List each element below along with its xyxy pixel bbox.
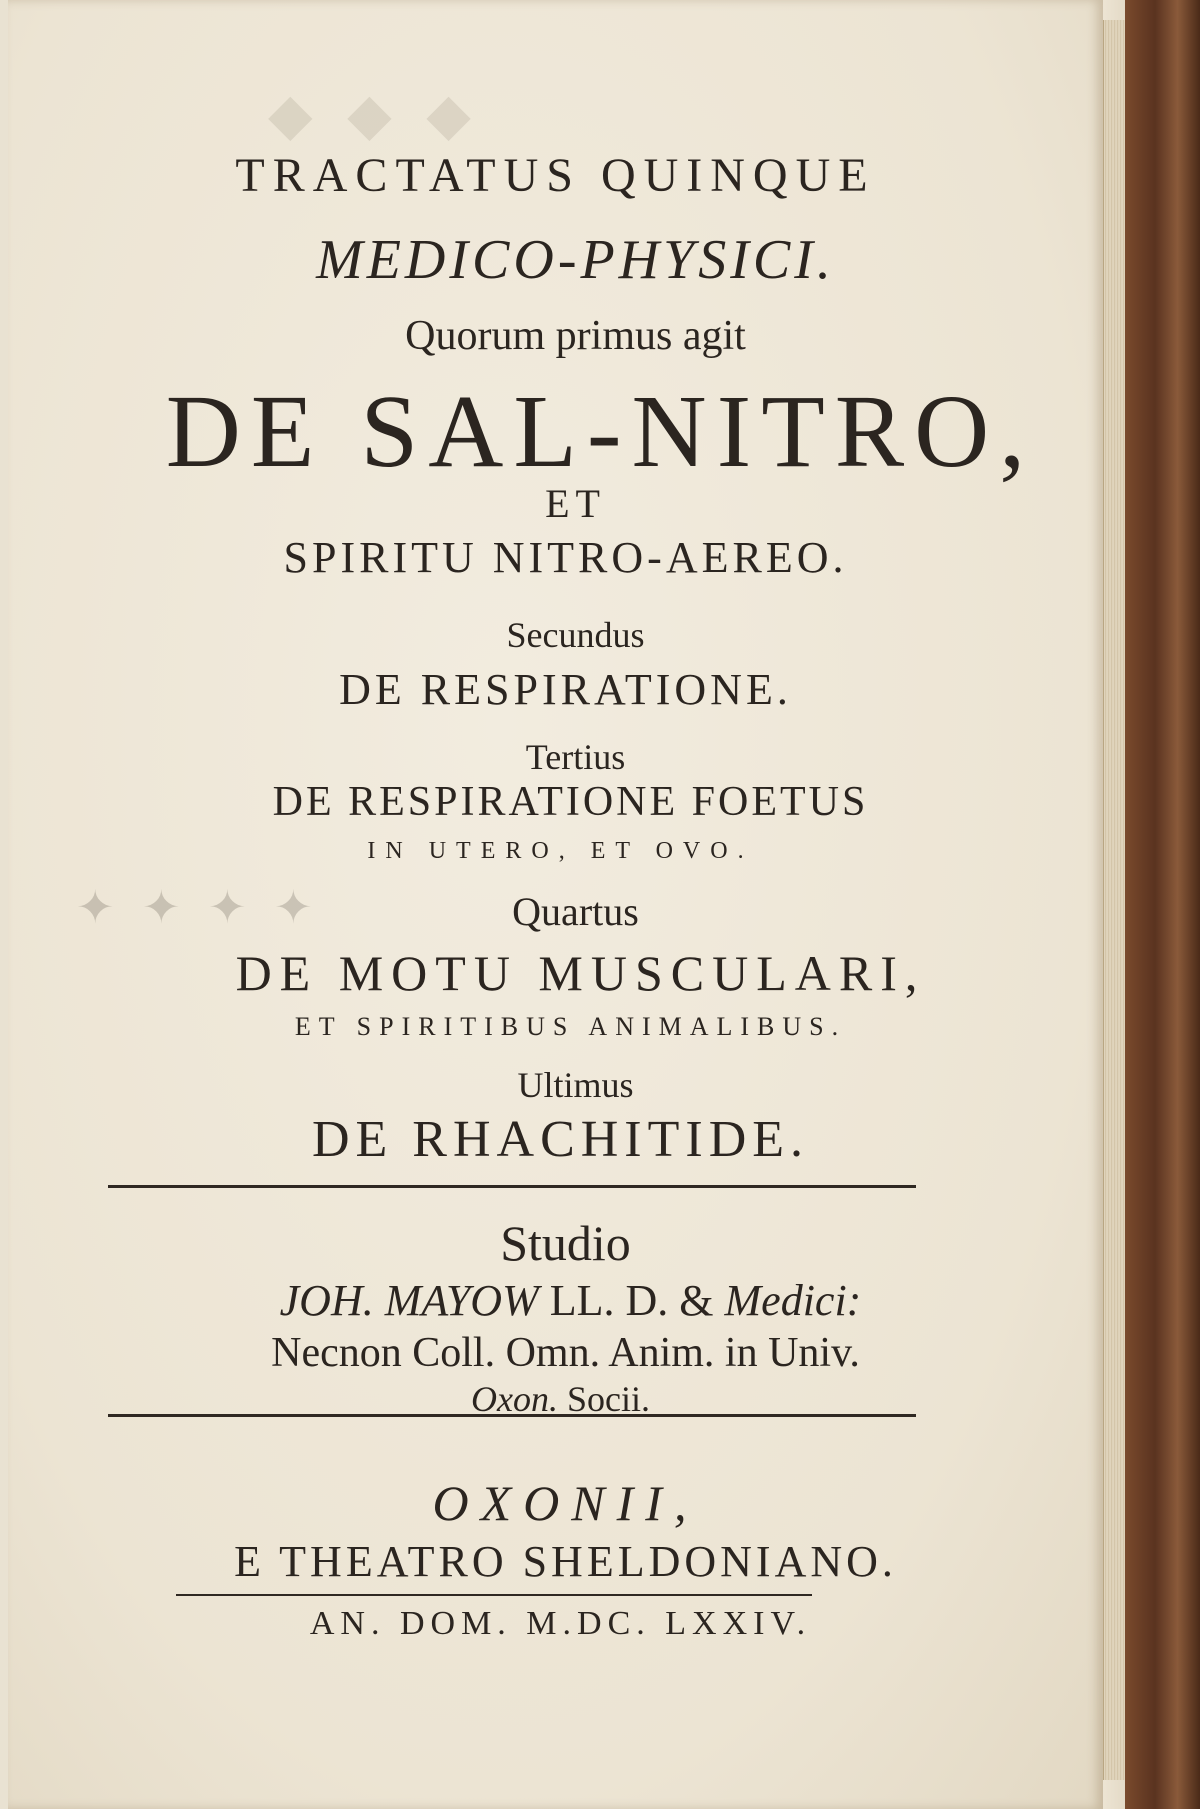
book-binding xyxy=(1125,0,1200,1809)
treatise-2-title: DE RESPIRATIONE. xyxy=(339,665,792,714)
treatise-4-title: DE MOTU MUSCULARI, xyxy=(235,945,926,1001)
divider-rule-3 xyxy=(176,1594,812,1596)
title-line-2: MEDICO-PHYSICI. xyxy=(316,229,835,291)
divider-rule-1 xyxy=(108,1185,916,1188)
label-quartus: Quartus xyxy=(512,889,639,934)
title-page xyxy=(8,0,1103,1809)
imprint-place: OXONII, xyxy=(432,1475,699,1531)
library-stamp-mark: ✦ ✦ ✦ ✦ xyxy=(68,882,313,933)
divider-rule-2 xyxy=(108,1414,916,1417)
label-secundus: Secundus xyxy=(506,615,645,655)
label-ultimus: Ultimus xyxy=(517,1065,634,1105)
treatise-3-title: DE RESPIRATIONE FOETUS xyxy=(272,779,869,825)
imprint-publisher: E THEATRO SHELDONIANO. xyxy=(234,1537,897,1586)
label-tertius: Tertius xyxy=(525,737,626,777)
affiliation-title: Socii. xyxy=(566,1379,650,1419)
author-name: JOH. MAYOW xyxy=(279,1276,539,1325)
treatise-1-subtitle: SPIRITU NITRO-AEREO. xyxy=(283,533,848,582)
treatise-1-title: DE SAL-NITRO, xyxy=(165,374,1036,489)
treatise-5-title: DE RHACHITIDE. xyxy=(311,1111,810,1168)
imprint-date: AN. DOM. M.DC. LXXIV. xyxy=(309,1605,812,1642)
label-studio: Studio xyxy=(500,1215,631,1271)
show-through-text: ◆ ◆ ◆ xyxy=(268,82,481,147)
treatise-3-subtitle: IN UTERO, ET OVO. xyxy=(367,838,754,864)
subtitle-primus: Quorum primus agit xyxy=(405,313,746,359)
title-line-1: TRACTATUS QUINQUE xyxy=(235,149,876,202)
treatise-1-conjunction: ET xyxy=(545,481,606,526)
author-role: Medici: xyxy=(724,1276,862,1325)
affiliation-place: Oxon. xyxy=(471,1379,558,1419)
page-edges xyxy=(1103,20,1126,1780)
author-affiliation: Necnon Coll. Omn. Anim. in Univ. xyxy=(271,1330,860,1376)
author-degree: LL. D. & xyxy=(549,1276,714,1325)
author-line xyxy=(23,1275,1118,1326)
treatise-4-subtitle: ET SPIRITIBUS ANIMALIBUS. xyxy=(294,1012,847,1041)
